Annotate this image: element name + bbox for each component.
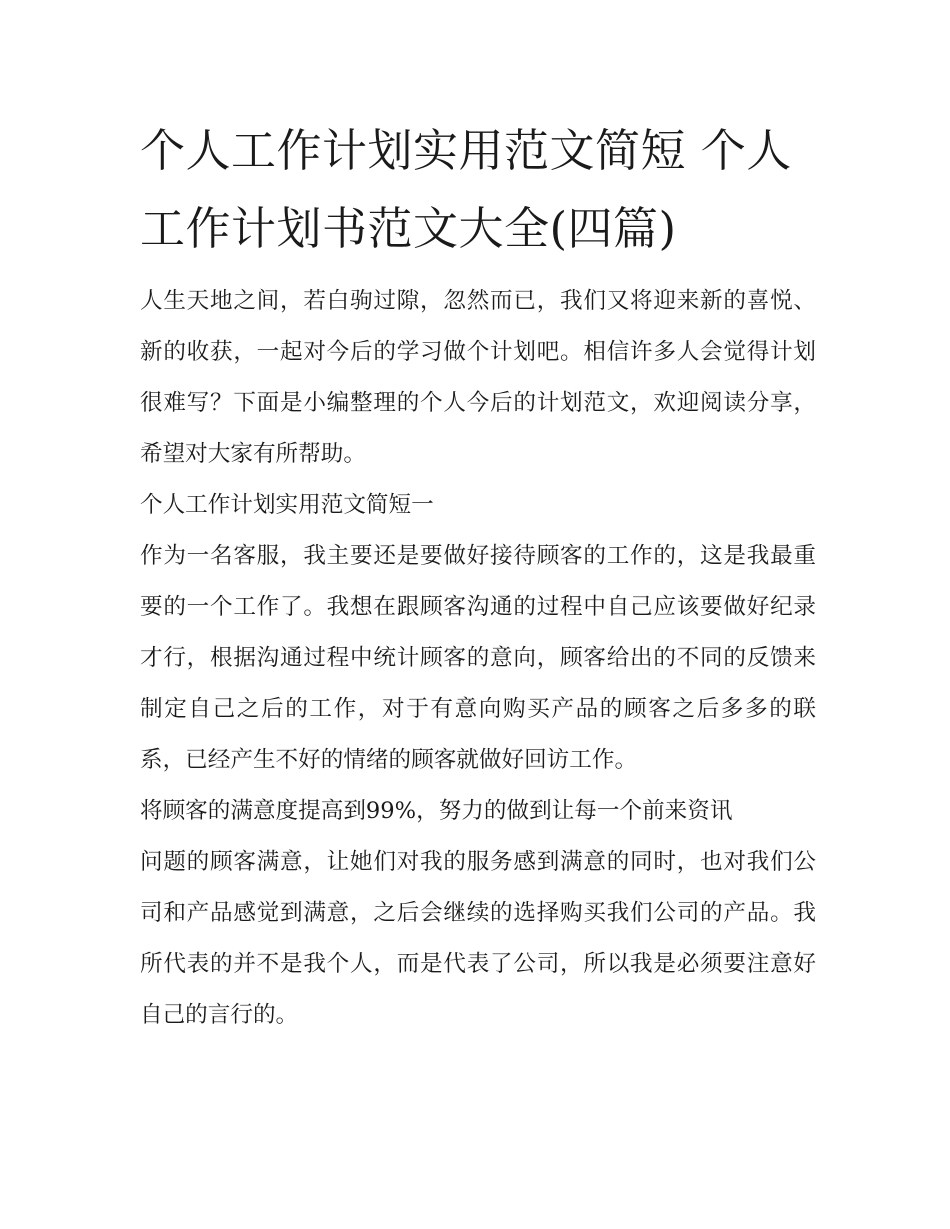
document-title: 个人工作计划实用范文简短 个人工作计划书范文大全(四篇) <box>140 124 792 255</box>
intro-paragraph: 人生天地之间，若白驹过隙，忽然而已，我们又将迎来新的喜悦、新的收获，一起对今后的学习做个计划吧。相信许多人会觉得计划很难写？下面是小编整理的个人今后的计划范文，欢迎阅读分享，希望对大家有所帮助。 <box>140 288 816 467</box>
document-body <box>140 276 816 1041</box>
section-heading: 个人工作计划实用范文简短一 <box>140 492 434 518</box>
body-paragraph-2: 问题的顾客满意，让她们对我的服务感到满意的同时，也对我们公司和产品感觉到满意，之后会继续的选择购买我们公司的产品。我所代表的并不是我个人，而是代表了公司，所以我是必须要注意好自己的言行的。 <box>140 849 816 1028</box>
body-paragraph-2-line-1: 将顾客的满意度提高到99%，努力的做到让每一个前来资讯 <box>140 798 733 824</box>
body-paragraph-1: 作为一名客服，我主要还是要做好接待顾客的工作的，这是我最重要的一个工作了。我想在跟顾客沟通的过程中自己应该要做好纪录才行，根据沟通过程中统计顾客的意向，顾客给出的不同的反馈来制定自己之后的工作，对于有意向购买产品的顾客之后多多的联系，已经产生不好的情绪的顾客就做好回访工作。 <box>140 543 816 773</box>
